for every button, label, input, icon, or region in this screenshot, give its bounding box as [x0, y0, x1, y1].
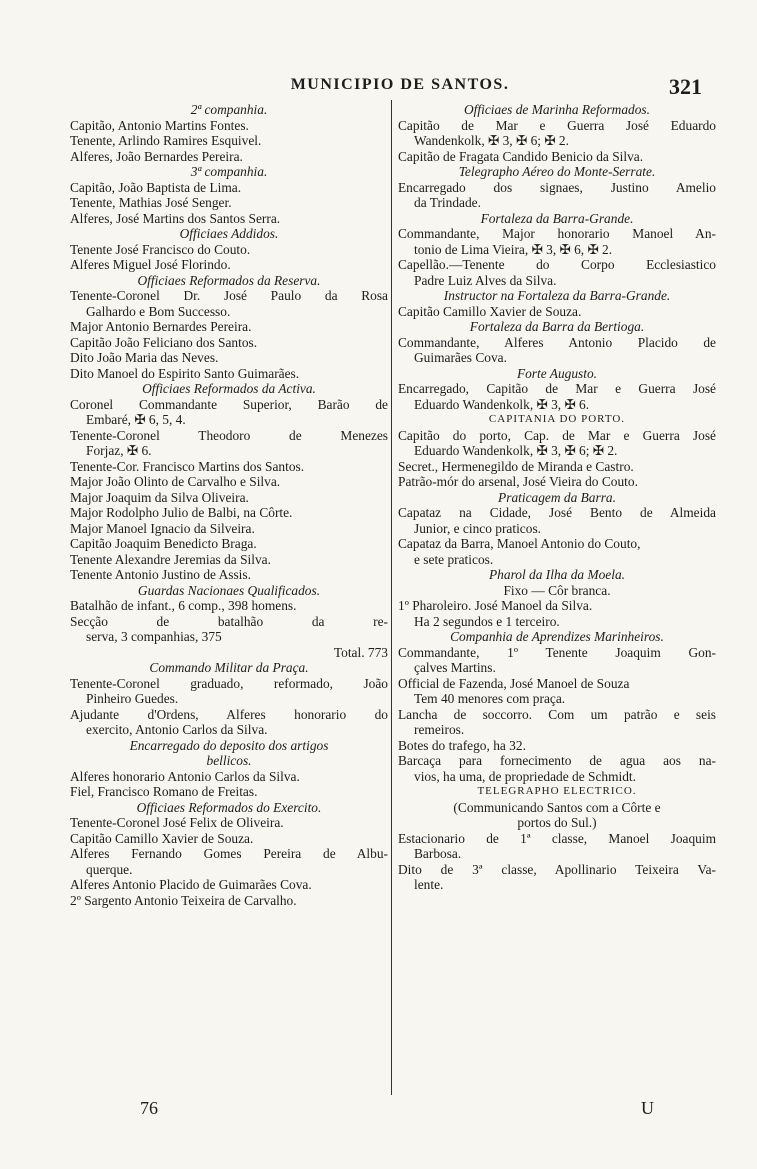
section-heading: Telegrapho Aéreo do Monte-Serrate. [458, 164, 656, 179]
section-heading: 2ª companhia. [190, 102, 268, 117]
text-line-centered: Fixo — Côr branca. [503, 582, 611, 598]
section-heading: Guardas Nacionaes Qualificados. [137, 582, 321, 598]
text-line: Tenente-Coronel Dr. José Paulo da Rosa [70, 288, 388, 303]
text-line-continued: Eduardo Wandenkolk, ✠ 3, ✠ 6; ✠ 2. [414, 443, 618, 458]
text-line: Alferes Miguel José Florindo. [70, 257, 231, 272]
text-line: Capitão João Feliciano dos Santos. [70, 334, 258, 350]
text-line-continued: Eduardo Wandenkolk, ✠ 3, ✠ 6. [414, 396, 590, 412]
left-column [70, 102, 388, 908]
text-line: Secret., Hermenegildo de Miranda e Castro. [398, 458, 634, 474]
text-line: Tenente Alexandre Jeremias da Silva. [70, 551, 271, 567]
text-line-continued: Wandenkolk, ✠ 3, ✠ 6; ✠ 2. [414, 133, 569, 148]
text-line: Botes do trafego, ha 32. [398, 737, 526, 753]
text-line: Dito João Maria das Neves. [70, 350, 219, 365]
section-heading: Encarregado do deposito dos artigos [129, 737, 329, 753]
section-heading: CAPITANIA DO PORTO. [488, 413, 626, 425]
page-title: MUNICIPIO DE SANTOS. [290, 76, 510, 93]
text-line: Alferes Antonio Placido de Guimarães Cova. [70, 877, 312, 892]
section-heading: Praticagem da Barra. [498, 489, 616, 505]
section-heading: Officiaes Reformados da Reserva. [137, 272, 321, 288]
text-line-centered: (Communicando Santos com a Côrte e [453, 799, 661, 815]
text-line: Major Manoel Ignacio da Silveira. [70, 520, 255, 536]
column-divider [391, 100, 392, 1095]
section-heading: Companhia de Aprendizes Marinheiros. [450, 629, 664, 644]
text-line-continued: Tem 40 menores com praça. [414, 691, 566, 706]
text-line: Patrão-mór do arsenal, José Vieira do Couto. [398, 474, 638, 489]
text-line: Tenente-Coronel graduado, reformado, João [70, 675, 388, 691]
text-line-continued: Galhardo e Bom Successo. [86, 303, 231, 319]
text-line: Capitão Camillo Xavier de Souza. [398, 303, 582, 319]
text-line: 2º Sargento Antonio Teixeira de Carvalho. [70, 892, 297, 908]
text-line: Capitão de Fragata Candido Benicio da Silva. [398, 148, 644, 164]
section-heading: Officiaes Reformados da Activa. [142, 381, 316, 396]
text-line: Estacionario de 1ª classe, Manoel Joaquim [398, 830, 716, 846]
text-line: Capataz da Barra, Manoel Antonio do Couto, [398, 536, 641, 551]
text-line: Batalhão de infant., 6 comp., 398 homens. [70, 598, 297, 613]
text-line: Tenente Antonio Justino de Assis. [70, 567, 251, 582]
section-heading: bellicos. [206, 753, 252, 768]
text-line-continued: da Trindade. [414, 195, 481, 210]
section-heading: Instructor na Fortaleza da Barra-Grande. [443, 288, 671, 303]
text-line: Capellão.—Tenente do Corpo Ecclesiastico [398, 257, 716, 272]
total-line: Total. 773 [333, 644, 388, 660]
right-column [398, 102, 716, 893]
text-line: Tenente, Arlindo Ramires Esquivel. [70, 133, 262, 148]
text-line-continued: exercito, Antonio Carlos da Silva. [86, 722, 268, 737]
section-heading: Forte Augusto. [516, 365, 598, 381]
text-line-continued: tonio de Lima Vieira, ✠ 3, ✠ 6, ✠ 2. [414, 241, 613, 257]
text-line: Alferes honorario Antonio Carlos da Silva. [70, 768, 300, 784]
section-heading: TELEGRAPHO ELECTRICO. [477, 785, 637, 797]
text-line-continued: Junior, e cinco praticos. [414, 520, 542, 536]
text-line-continued: Forjaz, ✠ 6. [86, 443, 152, 458]
text-line: Barcaça para fornecimento de agua aos na- [398, 753, 716, 768]
text-line: Commandante, Alferes Antonio Placido de [398, 334, 716, 350]
text-line-continued: lente. [414, 877, 444, 892]
section-heading: Fortaleza da Barra da Bertioga. [469, 319, 645, 334]
text-line-continued: Ha 2 segundos e 1 terceiro. [414, 613, 560, 629]
text-line: Capitão, Antonio Martins Fontes. [70, 117, 249, 133]
section-heading: Officiaes Reformados do Exercito. [136, 799, 322, 815]
text-line: 1º Pharoleiro. José Manoel da Silva. [398, 598, 593, 613]
text-line: Capitão do porto, Cap. de Mar e Guerra José [398, 427, 716, 443]
text-line-continued: Pinheiro Guedes. [86, 691, 179, 706]
text-line: Alferes, José Martins dos Santos Serra. [70, 210, 281, 226]
text-line: Major Antonio Bernardes Pereira. [70, 319, 252, 334]
text-line-continued: remeiros. [414, 722, 465, 737]
text-line-continued: e sete praticos. [414, 551, 494, 567]
text-line-continued: vios, ha uma, de propriedade de Schmidt. [414, 768, 637, 784]
text-line: Capitão Joaquim Benedicto Braga. [70, 536, 257, 551]
text-line: Alferes Fernando Gomes Pereira de Albu- [70, 846, 388, 861]
text-line: Tenente-Coronel Theodoro de Menezes [70, 427, 388, 443]
section-heading: Pharol da Ilha da Moela. [489, 567, 625, 582]
text-line: Lancha de soccorro. Com um patrão e seis [398, 706, 716, 722]
text-line: Capitão, João Baptista de Lima. [70, 179, 242, 195]
section-heading: Fortaleza da Barra-Grande. [480, 210, 634, 226]
text-line-continued: çalves Martins. [414, 660, 496, 675]
text-line-continued: Padre Luiz Alves da Silva. [414, 272, 557, 288]
text-line: Capitão de Mar e Guerra José Eduardo [398, 117, 716, 133]
text-line-centered: portos do Sul.) [517, 815, 597, 830]
text-line-continued: querque. [86, 861, 133, 877]
text-line: Encarregado dos signaes, Justino Amelio [398, 179, 716, 195]
text-line: Major Rodolpho Julio de Balbi, na Côrte. [70, 505, 293, 520]
text-line-continued: Guimarães Cova. [414, 350, 507, 365]
text-line: Coronel Commandante Superior, Barão de [70, 396, 388, 412]
text-line: Ajudante d'Ordens, Alferes honorario do [70, 706, 388, 722]
section-heading: Officiaes de Marinha Reformados. [464, 102, 650, 117]
section-heading: Commando Militar da Praça. [149, 660, 309, 675]
text-line: Encarregado, Capitão de Mar e Guerra José [398, 381, 716, 396]
text-line: Major João Olinto de Carvalho e Silva. [70, 474, 281, 489]
text-line-continued: Barbosa. [414, 846, 462, 861]
page-number: 321 [669, 74, 702, 99]
text-line: Tenente José Francisco do Couto. [70, 241, 251, 257]
text-line: Fiel, Francisco Romano de Freitas. [70, 784, 258, 799]
text-line: Tenente, Mathias José Senger. [70, 195, 232, 210]
text-line: Dito Manoel do Espirito Santo Guimarães. [70, 365, 300, 381]
text-line-continued: serva, 3 companhias, 375 [86, 629, 222, 644]
text-line: Capataz na Cidade, José Bento de Almeida [398, 505, 716, 520]
text-line: Secção de batalhão da re- [70, 613, 388, 629]
text-line: Official de Fazenda, José Manoel de Souza [398, 675, 630, 691]
text-line: Commandante, Major honorario Manoel An- [398, 226, 716, 241]
signature-mark-left: 76 [140, 1098, 158, 1118]
text-line: Capitão Camillo Xavier de Souza. [70, 830, 254, 846]
text-line: Alferes, João Bernardes Pereira. [70, 148, 243, 164]
text-line: Major Joaquim da Silva Oliveira. [70, 489, 249, 505]
text-line: Commandante, 1º Tenente Joaquim Gon- [398, 644, 716, 660]
text-line: Tenente-Cor. Francisco Martins dos Santos. [70, 458, 305, 474]
text-line: Tenente-Coronel José Felix de Oliveira. [70, 815, 284, 830]
text-line-continued: Embaré, ✠ 6, 5, 4. [86, 412, 186, 427]
text-line: Dito de 3ª classe, Apollinario Teixeira Va- [398, 861, 716, 877]
section-heading: Officiaes Addidos. [179, 226, 279, 241]
section-heading: 3ª companhia. [190, 164, 268, 179]
signature-mark-right: U [641, 1098, 654, 1118]
